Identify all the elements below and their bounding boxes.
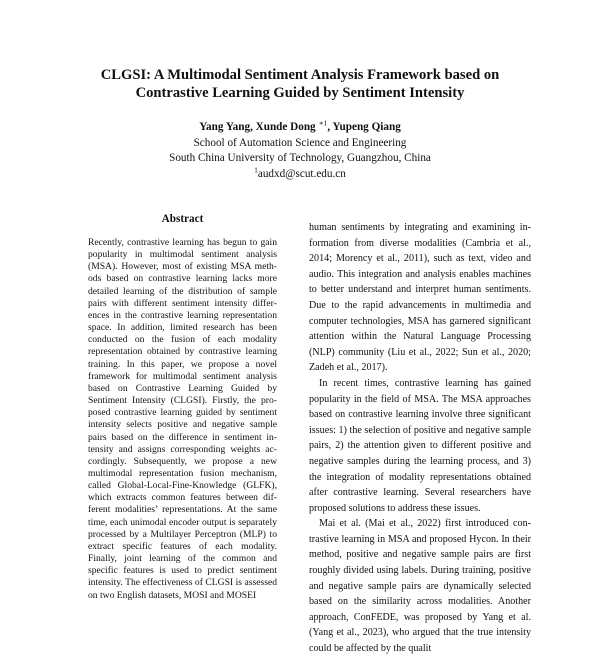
body-paragraph-1: human sentiments by integrating and examining information from diverse modalities (Cambria et al., 2014; Morency et al., 2011), such as text, video and audio. This integration and analysis enables machines to better understand and interpret human sentiments. Due to the rapid advancements in multimedia and computer technologies, MSA has garnered significant attention within the Natural Language Processing (NLP) community (Liu et al., 2022; Sun et al., 2020; Zadeh et al., 2017).: [309, 222, 531, 374]
author-names-head: Yang Yang, Xunde Dong: [199, 121, 316, 133]
author-email: [60, 164, 540, 183]
title-line-2: Contrastive Learning Guided by Sentiment Intensity: [135, 85, 465, 101]
author-names-tail: , Yupeng Qiang: [327, 121, 401, 133]
author-mark: ∗1: [318, 118, 328, 128]
affiliation-line-1: School of Automation Science and Engineering: [193, 136, 407, 149]
introduction-column: [309, 220, 531, 657]
abstract-heading: Abstract: [161, 213, 204, 225]
paper-title: [60, 66, 540, 102]
title-line-1: CLGSI: A Multimodal Sentiment Analysis Framework based on: [100, 67, 500, 83]
email-address: audxd@scut.edu.cn: [257, 167, 346, 180]
abstract-column: [88, 213, 277, 602]
affiliation-line-2: South China University of Technology, Guangzhou, China: [169, 152, 431, 164]
body-paragraph-2: In recent times, contrastive learning has gained popularity in the field of MSA. The MSA approaches based on contrastive learning involve three significant issues: 1) the selection of positive and negative sample pairs, 2) the attention given to different positive and negative samples during the learning process, and 3) the integration of modality representations obtained after contrastive learning. Several researchers have proposed solutions to address these issues.: [309, 377, 531, 514]
author-names: [60, 120, 540, 136]
body-paragraph-3: Mai et al. (Mai et al., 2022) first introduced contrastive learning in MSA and proposed Hycon. In their method, positive and negative sample pairs are first roughly divided using labels. During training, positive and negative sample pairs are dynamically selected based on the similarity across modalities. Another approach, ConFEDE, was proposed by Yang et al. (Yang et al., 2023), who argued that the true intensity could be affected by the qualit: [309, 518, 531, 655]
email-mark: 1: [254, 164, 258, 174]
abstract-text: Recently, contrastive learning has begun to gain popularity in multimodal sentiment analysis (MSA). However, most of existing MSA methods based on contrastive learning lacks more detailed learning of the distribution of sample pairs with different sentiment intensity differences in the contrastive learning representation space. In addition, limited research has been conducted on the fusion of each modality representation obtained by contrastive learning training. In this paper, we propose a novel framework for multimodal sentiment analysis based on Contrastive Learning Guided by Sentiment Intensity (CLGSI). Firstly, the proposed contrastive learning guided by sentiment intensity selects positive and negative sample pairs based on the difference in sentiment intensity and assigns corresponding weights accordingly. Subsequently, we propose a new multimodal representation fusion mechanism, called Global-Local-Fine-Knowledge (GLFK), which extracts common features between different modalities’ representations. At the same time, each unimodal encoder output is separately processed by a Multilayer Perceptron (MLP) to extract specific features of each modality. Finally, joint learning of the common and specific features is used to predict sentiment intensity. The effectiveness of CLGSI is assessed on two English datasets, MOSI and MOSEI: [88, 237, 277, 601]
author-block: [60, 120, 540, 182]
